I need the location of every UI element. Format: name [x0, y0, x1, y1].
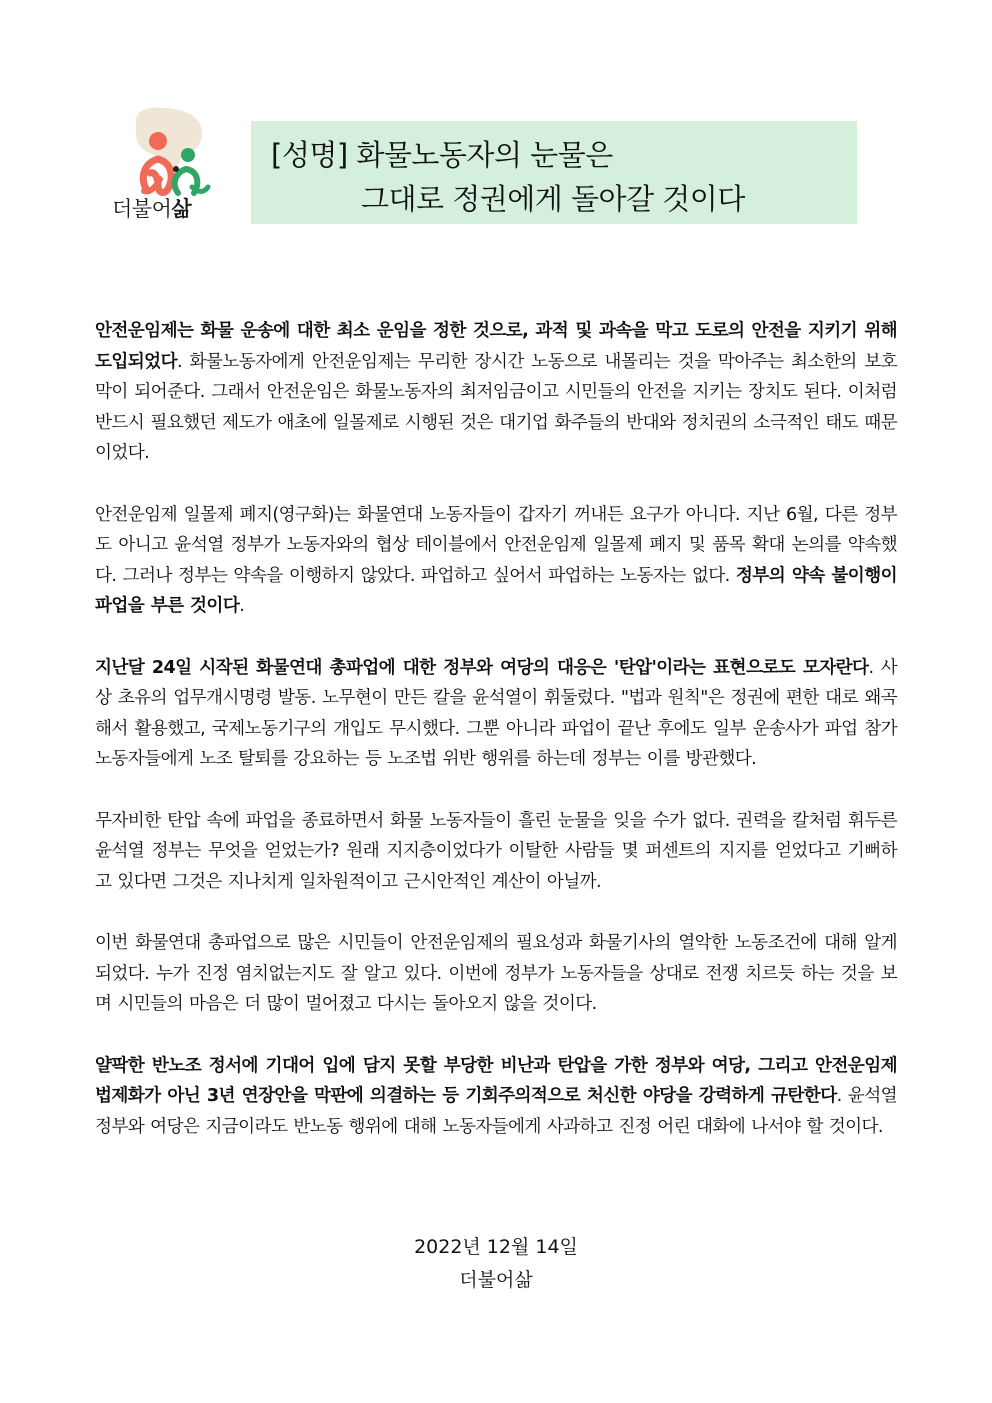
text: 이번 화물연대 총파업으로 많은 시민들이 안전운임제의 필요성과 화물기사의 열악한 노동조건에 대해 알게 되었다. 누가 진정 염치없는지도 잘 알고 있다. 이번에 정부가 노동자들을 상대로 전쟁 치르듯 하는 것을 보며 시민들의 마음은 더 많이 멀어졌고 다시는 돌아오지 않을 것이다.: [95, 933, 897, 1014]
logo: [106, 107, 236, 229]
title-line-1: [성명] 화물노동자의 눈물은: [271, 138, 613, 172]
bold-text: 얄팍한 반노조 정서에 기대어 입에 담지 못할 부당한 비난과 탄압을 가한 정부와 여당, 그리고 안전운임제 법제화가 아닌 3년 연장안을 막판에 의결하는 등 기회주의적으로 처신한 야당을 강력하게 규탄한다: [95, 1055, 897, 1106]
bold-text: 정부의 약속 불이행이 파업을 부른 것이다: [95, 565, 897, 616]
title-line-2: 그대로 정권에게 돌아갈 것이다: [361, 182, 745, 216]
paragraph: [95, 1051, 897, 1143]
paragraph: [95, 806, 897, 898]
bold-text: 지난달 24일 시작된 화물연대 총파업에 대한 정부와 여당의 대응은 '탄압'이라는 표현으로도 모자란다: [95, 657, 869, 678]
text: . 화물노동자에게 안전운임제는 무리한 장시간 노동으로 내몰리는 것을 막아주는 최소한의 보호막이 되어준다. 그래서 안전운임은 화물노동자의 최저임금이고 시민들의 안전을 지키는 장치도 된다. 이처럼 반드시 필요했던 제도가 애초에 일몰제로 시행된 것은 대기업 화주들의 반대와 정치권의 소극적인 태도 때문이었다.: [95, 351, 897, 463]
paragraph: [95, 928, 897, 1020]
bold-text: 안전운임제는 화물 운송에 대한 최소 운임을 정한 것으로, 과적 및 과속을 막고 도로의 안전을 지키기 위해 도입되었다: [95, 321, 897, 372]
text: .: [239, 596, 245, 616]
text: 안전운임제 일몰제 폐지(영구화)는 화물연대 노동자들이 갑자기 꺼내든 요구가 아니다. 지난 6월, 다른 정부도 아니고 윤석열 정부가 노동자와의 협상 테이블에서 안전운임제 일몰제 폐지 및 품목 확대 논의를 약속했다. 그러나 정부는 약속을 이행하지 않았다. 파업하고 싶어서 파업하는 노동자는 없다.: [95, 504, 897, 586]
paragraph: [95, 316, 897, 469]
header: [106, 107, 858, 229]
statement-date: 2022년 12월 14일: [414, 1236, 578, 1258]
paragraph: [95, 500, 897, 622]
logo-mark-icon: [106, 107, 236, 197]
title-box: [251, 121, 857, 224]
text: . 사상 초유의 업무개시명령 발동. 노무현이 만든 칼을 윤석열이 휘둘렀다. "법과 원칙"은 정권에 편한 대로 왜곡해서 활용했고, 국제노동기구의 개입도 무시했다. 그뿐 아니라 파업이 끝난 후에도 일부 운송사가 파업 참가 노동자들에게 노조 탈퇴를 강요하는 등 노조법 위반 행위를 하는데 정부는 이를 방관했다.: [95, 657, 897, 769]
logo-text: 더불어삶: [112, 197, 192, 221]
text: . 윤석열 정부와 여당은 지금이라도 반노동 행위에 대해 노동자들에게 사과하고 진정 어린 대화에 나서야 할 것이다.: [95, 1086, 897, 1137]
statement-body: [95, 316, 897, 1173]
paragraph: [95, 653, 897, 775]
text: 무자비한 탄압 속에 파업을 종료하면서 화물 노동자들이 흘린 눈물을 잊을 수가 없다. 권력을 칼처럼 휘두른 윤석열 정부는 무엇을 얻었는가? 원래 지지층이었다가 이탈한 사람들 몇 퍼센트의 지지를 얻었다고 기뻐하고 있다면 그것은 지나치게 일차원적이고 근시안적인 계산이 아닐까.: [95, 810, 897, 892]
organization-name: 더불어삶: [459, 1269, 533, 1291]
